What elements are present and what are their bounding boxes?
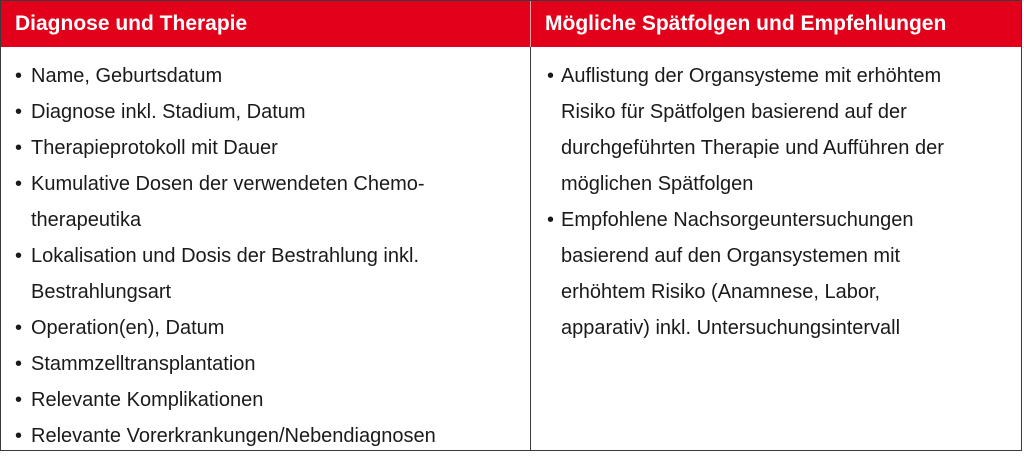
diagnose-therapie-item-text: Operation(en), Datum	[31, 317, 225, 339]
diagnose-therapie-item	[15, 310, 522, 346]
spaetfolgen-empfehlungen-item	[547, 202, 1013, 346]
diagnose-therapie-item-text: Stammzelltransplantation	[31, 353, 256, 375]
diagnose-therapie-item-text: Therapieprotokoll mit Dauer	[31, 137, 278, 159]
bullet-icon: •	[15, 245, 23, 267]
diagnose-therapie-item	[15, 418, 522, 454]
diagnose-therapie-item-text: Lokalisation und Dosis der Bestrahlung inkl. Bestrahlungsart	[31, 245, 419, 303]
spaetfolgen-empfehlungen-item-text: Empfohlene Nachsorgeuntersuchungen basierend auf den Organsystemen mit erhöhtem Risiko (Anamnese, Labor, apparativ) inkl. Untersuchungsintervall	[561, 209, 914, 339]
spaetfolgen-empfehlungen-item	[547, 58, 1013, 202]
diagnose-therapie-item	[15, 94, 522, 130]
bullet-icon: •	[15, 317, 23, 339]
header-spaetfolgen-empfehlungen: Mögliche Spätfolgen und Empfehlungen	[545, 12, 947, 35]
cell-diagnose-therapie	[1, 47, 531, 454]
diagnose-therapie-item-text: Name, Geburtsdatum	[31, 65, 223, 87]
diagnose-therapie-list	[15, 58, 522, 454]
bullet-icon: •	[547, 209, 555, 231]
header-diagnose-therapie: Diagnose und Therapie	[1, 1, 531, 47]
bullet-icon: •	[15, 137, 23, 159]
table-header-row	[1, 1, 1021, 47]
diagnose-therapie-item	[15, 382, 522, 418]
diagnose-therapie-item	[15, 238, 522, 310]
bullet-icon: •	[15, 389, 23, 411]
bullet-icon: •	[547, 65, 555, 87]
diagnose-therapie-item-text: Relevante Vorerkrankungen/Nebendiagnosen	[31, 425, 436, 447]
diagnose-therapie-item	[15, 130, 522, 166]
diagnose-therapie-item-text: Kumulative Dosen der verwendeten Chemo- therapeutika	[31, 173, 425, 231]
spaetfolgen-empfehlungen-item-text: Auflistung der Organsysteme mit erhöhtem Risiko für Spätfolgen basierend auf der durchgeführten Therapie und Aufführen der möglichen Spätfolgen	[561, 65, 944, 195]
diagnose-therapie-item-text: Relevante Komplikationen	[31, 389, 264, 411]
diagnose-therapie-item-text: Diagnose inkl. Stadium, Datum	[31, 101, 306, 123]
bullet-icon: •	[15, 425, 23, 447]
diagnose-therapie-item	[15, 166, 522, 238]
bullet-icon: •	[15, 101, 23, 123]
cell-spaetfolgen-empfehlungen	[531, 47, 1021, 454]
diagnose-therapie-item	[15, 58, 522, 94]
bullet-icon: •	[15, 65, 23, 87]
table-body-row	[1, 47, 1021, 454]
diagnose-therapie-item	[15, 346, 522, 382]
bullet-icon: •	[15, 173, 23, 195]
bullet-icon: •	[15, 353, 23, 375]
spaetfolgen-empfehlungen-list	[547, 58, 1013, 346]
page-bottom-margin	[0, 451, 1024, 463]
